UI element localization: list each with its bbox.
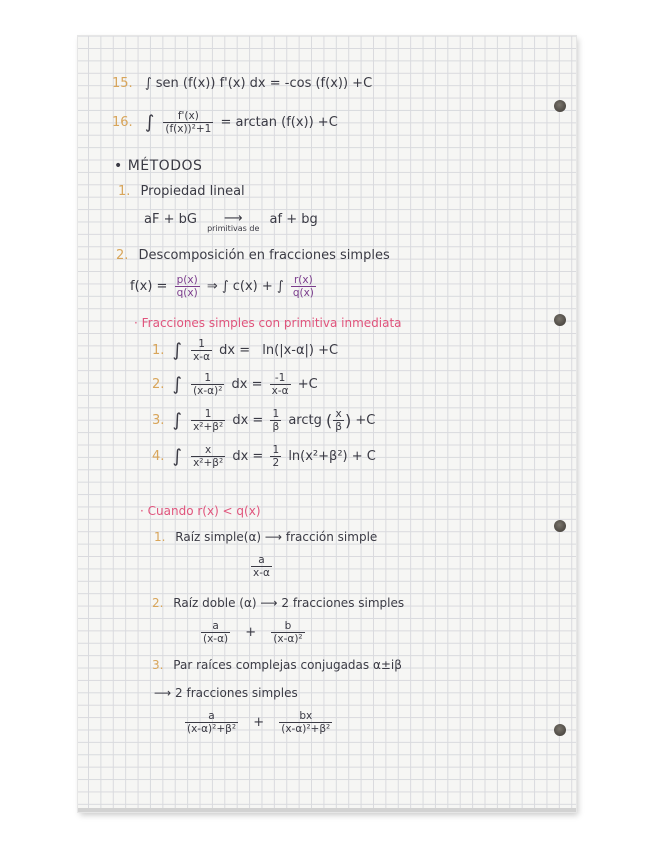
item-16: 16. ∫ $\frac{f'(x)}{\text{(f(x))²+1}}$ = arctan (f(x)) +C: [112, 110, 338, 135]
method-1-title: 1. Propiedad lineal: [118, 184, 245, 199]
case-2-fractions: $\frac{a}{(x-\alpha)}$ + $\frac{b}{\text{(x-α)²}}$: [203, 620, 303, 645]
item-15: [112, 76, 372, 91]
subsection-title: · Fracciones simples con primitiva inmediata: [134, 316, 402, 330]
item-number: 15.: [112, 76, 133, 91]
fraction: $\frac{p(x)}{q(x)}$: [176, 274, 198, 299]
subsection-title: · Cuando r(x) < q(x): [140, 504, 261, 518]
case-3: 3. Par raíces complejas conjugadas α±iβ: [152, 658, 402, 672]
case-2: 2. Raíz doble (α) ⟶ 2 fracciones simples: [152, 596, 405, 610]
fraction: $\frac{f'(x)}{\text{(f(x))²+1}}$: [165, 110, 212, 135]
fraction: $\frac{r(x)}{q(x)}$: [292, 274, 314, 299]
binder-hole: [554, 100, 566, 112]
method-1-formula: aF + bG ⟶ primitivas de af + bg: [144, 211, 318, 233]
case-3-line-2: ⟶ 2 fracciones simples: [154, 686, 298, 700]
section-heading: • MÉTODOS: [114, 158, 203, 174]
case-1-fraction: $\frac{a}{x-\alpha}$: [253, 554, 270, 579]
formula-row-3: 3. ∫ $\frac{1}{\text{x²+β²}}$ dx = $\frac{1}{\beta}$ arctg ( $\frac{x}{\beta}$ ) +C: [152, 408, 376, 433]
item-number: 16.: [112, 115, 133, 130]
binder-hole: [554, 520, 566, 532]
arrow-icon: ⟶: [223, 211, 243, 226]
formula-row-4: 4. ∫ $\frac{x}{\text{x²+β²}}$ dx = $\frac{1}{2}$ ln(x²+β²) + C: [152, 444, 376, 469]
method-2-formula: f(x) = $\frac{p(x)}{q(x)}$ ⇒ ∫ c(x) + ∫ $\frac{r(x)}{q(x)}$: [130, 274, 314, 299]
case-1: 1. Raíz simple(α) ⟶ fracción simple: [154, 530, 378, 544]
formula-row-2: 2. ∫ $\frac{1}{\text{(x-α)²}}$ dx = $\frac{-1}{x-\alpha}$ +C: [152, 372, 318, 397]
binder-hole: [554, 314, 566, 326]
formula: ∫ sen (f(x)) f'(x) dx = -cos (f(x)) +C: [144, 76, 373, 91]
method-2-title: 2. Descomposición en fracciones simples: [116, 248, 390, 263]
formula: = arctan (f(x)) +C: [220, 115, 338, 130]
case-3-fractions: $\frac{a}{\text{(x-α)²+β²}}$ + $\frac{bx}{\text{(x-α)²+β²}}$: [187, 710, 331, 735]
notebook-page: [78, 36, 576, 812]
binder-hole: [554, 724, 566, 736]
formula-row-1: 1. ∫ $\frac{1}{x-\alpha}$ dx = ln(|x-α|) +C: [152, 338, 339, 363]
